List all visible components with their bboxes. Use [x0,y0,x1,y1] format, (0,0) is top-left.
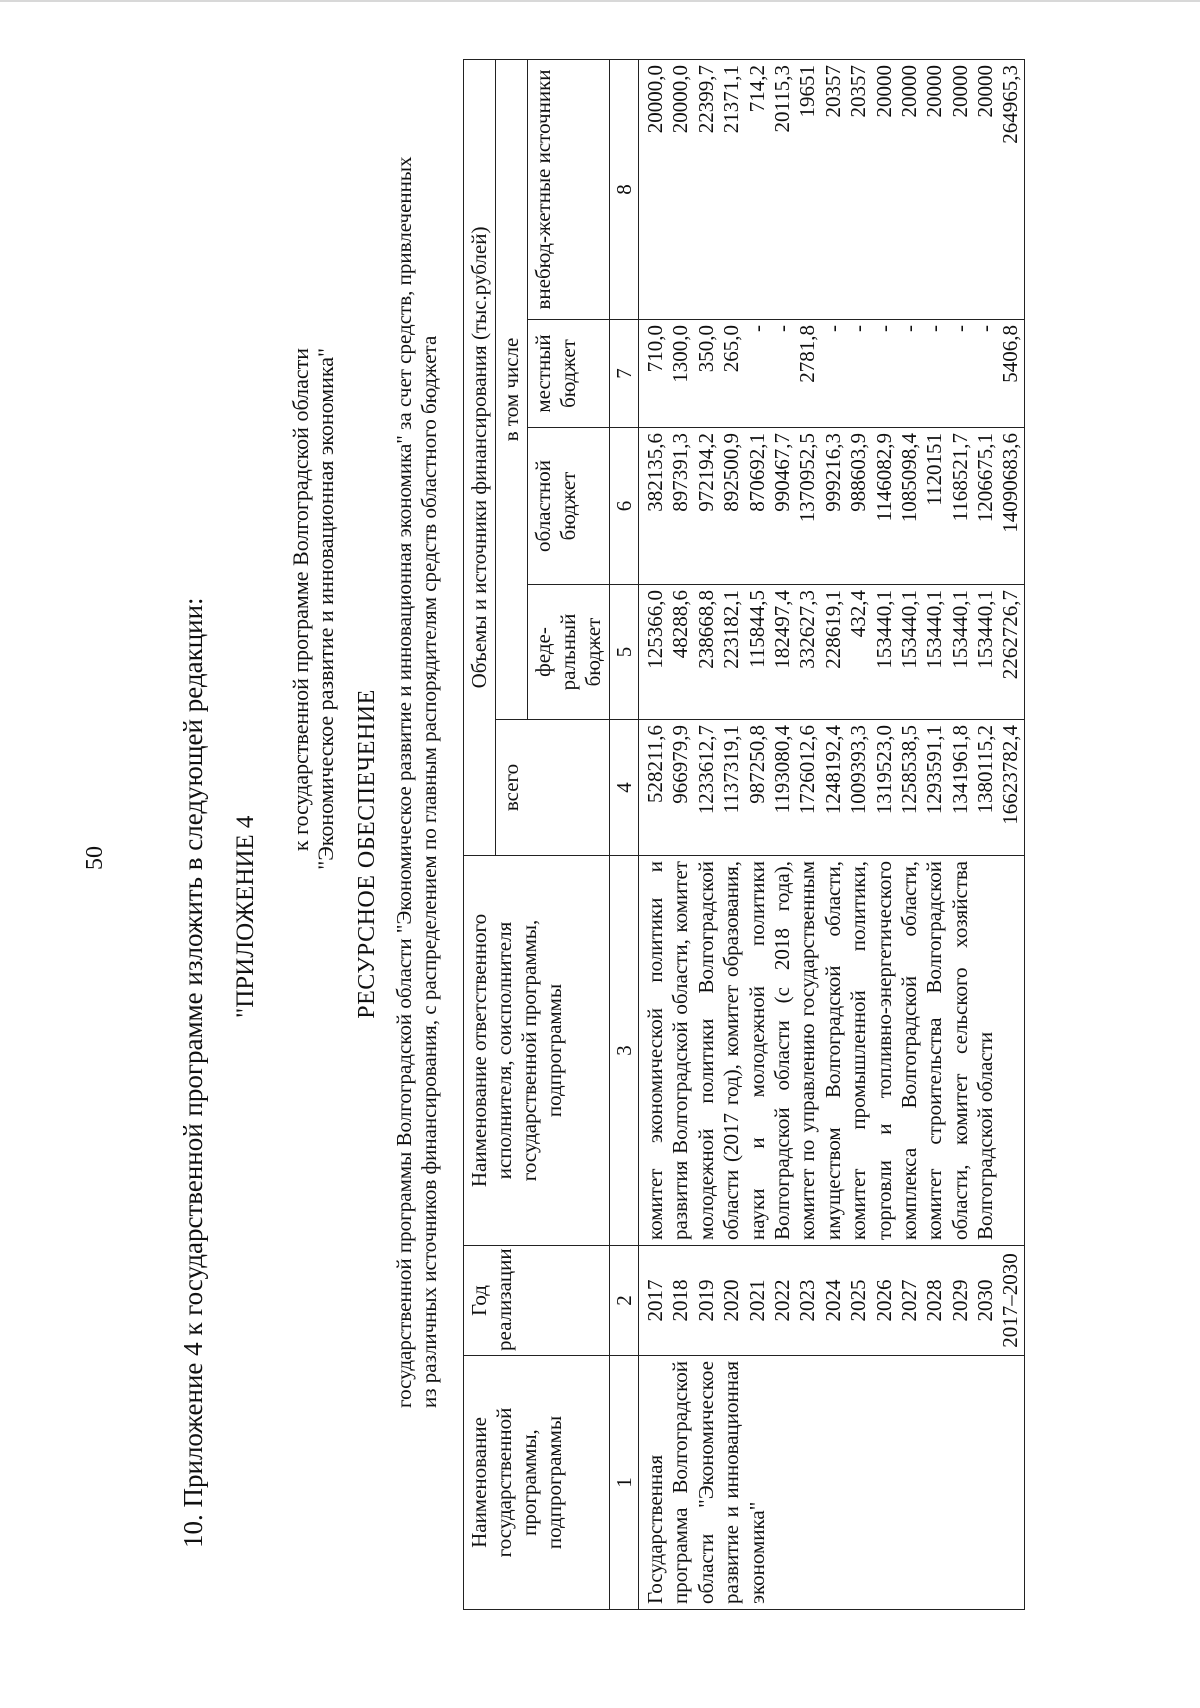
document-title: РЕСУРСНОЕ ОБЕСПЕЧЕНИЕ [354,689,380,1019]
federal-value: 48288,6 [668,590,693,659]
appendix-line-1: к государственной программе Волгоградской области [288,348,313,852]
appendix-subtitle [288,348,338,1348]
regional-value: 892500,9 [719,433,744,512]
total-value: 966979,9 [668,725,693,804]
appendix-line-2: "Экономическое развитие и инновационная экономика" [313,348,338,870]
year-value: 2029 [947,1279,972,1322]
local-value: 1300,0 [668,325,693,383]
federal-value: 432,4 [846,590,871,638]
federal-value: 223182,1 [719,590,744,669]
local-value: 350,0 [693,325,718,373]
year-value: 2025 [846,1279,871,1322]
column-number: 5 [610,585,639,720]
year-value: 2018 [668,1279,693,1322]
local-value: - [846,325,871,332]
regional-value: 870692,1 [744,433,769,512]
column-number: 2 [610,1246,639,1356]
amendment-heading: 10. Приложение 4 к государственной программе изложить в следующей редакции: [178,597,208,1548]
federal-value: 115844,5 [744,590,769,668]
regional-value: 999216,3 [820,433,845,512]
header-program-name: Наименование государственной программы, подпрограммы [464,1356,610,1610]
total-value: 1319523,0 [871,725,896,815]
header-extra: внебюд-жетные источники [528,59,610,319]
local-cell [639,320,1025,428]
regional-cell [639,428,1025,585]
local-value: - [973,325,998,332]
regional-value: 988603,9 [846,433,871,512]
year-value: 2019 [693,1279,718,1322]
program-name-cell: Государственная программа Волгоградской области "Экономическое развитие и инновационная экономика" [639,1356,1025,1610]
local-value: - [871,325,896,332]
year-value: 2027 [896,1279,921,1322]
federal-value: 182497,4 [769,590,794,669]
regional-value: 1206675,1 [973,433,998,523]
federal-value: 153440,1 [973,590,998,669]
extra-value: 21371,1 [719,64,744,134]
column-number: 3 [610,856,639,1246]
regional-value: 1370952,5 [795,433,820,523]
resource-table [463,59,1025,1610]
year-value: 2017–2030 [998,1253,1023,1348]
extra-value: 20000,0 [643,64,667,134]
extra-value: 264965,3 [998,64,1023,144]
year-value: 2022 [769,1279,794,1322]
column-number: 8 [610,59,639,319]
total-value: 1380115,2 [973,725,998,814]
extra-value: 20000,0 [668,64,693,134]
federal-value: 125366,0 [643,590,667,669]
local-value: - [896,325,921,332]
local-value: - [820,325,845,332]
extra-value: 20000 [896,64,921,118]
extra-value: 20000 [871,64,896,118]
column-number: 4 [610,720,639,856]
year-value: 2028 [922,1279,947,1322]
extra-value: 20115,3 [769,64,794,133]
header-local: местный бюджет [528,320,610,428]
year-value: 2026 [871,1279,896,1322]
regional-value: 1120151 [922,433,947,506]
year-value: 2023 [795,1279,820,1322]
total-value: 1248192,4 [820,725,845,815]
extra-value: 19651 [795,64,820,118]
column-number-row [610,59,639,1609]
regional-value: 382135,6 [643,433,667,512]
federal-value: 153440,1 [947,590,972,669]
header-year: Год реализации [464,1246,610,1356]
years-cell [639,1246,1025,1356]
extra-value: 20357 [820,64,845,118]
federal-value: 2262726,7 [998,590,1023,680]
year-value: 2020 [719,1279,744,1322]
column-number: 1 [610,1356,639,1610]
local-value: 2781,8 [795,325,820,383]
year-value: 2024 [820,1279,845,1322]
column-number: 6 [610,428,639,585]
total-value: 1193080,4 [769,725,794,814]
executors-cell: комитет экономической политики и развития Волгоградской области, комитет молодежной политики Волгоградской области (2017 год), комитет образования, науки и молодежной политики Волгоградской области (с 2018 года), комитет по управлению государственным имуществом Волгоградской области, комитет промышленной политики, торговли и топливно-энергетического комплекса Волгоградской области, комитет строительства Волгоградской области, комитет сельского хозяйства Волгоградской области [639,856,1025,1246]
federal-value: 153440,1 [896,590,921,669]
extra-value: 20000 [922,64,947,118]
regional-value: 1146082,9 [871,433,896,522]
total-value: 528211,6 [643,725,667,803]
subtitle-line-2: из различных источников финансирования, с распределением по главным распорядителям средств областного бюджета [417,335,441,1408]
total-value: 1341961,8 [947,725,972,815]
regional-value: 1085098,4 [896,433,921,523]
header-federal: феде-ральный бюджет [528,585,610,720]
local-value: - [947,325,972,332]
local-value: - [769,325,794,332]
table-body-row [639,59,1025,1609]
federal-value: 228619,1 [820,590,845,669]
extra-value: 22399,7 [693,64,718,134]
subtitle-line-1: государственной программы Волгоградской области "Экономическое развитие и инновационная экономика" за счет средств, привлеченных [392,156,416,1408]
total-value: 1726012,6 [795,725,820,815]
regional-value: 1168521,7 [947,433,972,522]
regional-value: 990467,7 [769,433,794,512]
federal-value: 153440,1 [871,590,896,669]
regional-value: 14090683,6 [998,433,1023,533]
total-value: 1009393,3 [846,725,871,815]
page-number: 50 [82,846,108,870]
federal-cell [639,585,1025,720]
total-value: 1137319,1 [719,725,744,814]
header-funding: Объемы и источники финансирования (тыс.рублей) [464,59,496,855]
document-subtitle [392,156,442,1408]
column-number: 7 [610,320,639,428]
total-cell [639,720,1025,856]
header-executor: Наименование ответственного исполнителя, соисполнителя государственной программы, подпрограммы [464,856,610,1246]
federal-value: 238668,8 [693,590,718,669]
header-total: всего [496,720,610,856]
total-value: 987250,8 [744,725,769,804]
local-value: 710,0 [643,325,667,373]
total-value: 1293591,1 [922,725,947,815]
header-regional: областной бюджет [528,428,610,585]
local-value: 265,0 [719,325,744,373]
local-value: - [922,325,947,332]
regional-value: 972194,2 [693,433,718,512]
extra-value: 20357 [846,64,871,118]
regional-value: 897391,3 [668,433,693,512]
header-including: в том числе [496,59,528,719]
extra-value: 20000 [973,64,998,118]
federal-value: 332627,3 [795,590,820,669]
total-value: 16623782,4 [998,725,1023,825]
federal-value: 153440,1 [922,590,947,669]
total-value: 1233612,7 [693,725,718,815]
local-value: 5406,8 [998,325,1023,383]
extra-value: 20000 [947,64,972,118]
appendix-title: "ПРИЛОЖЕНИЕ 4 [232,815,259,1018]
total-value: 1258538,5 [896,725,921,815]
year-value: 2030 [973,1279,998,1322]
year-value: 2017 [643,1279,667,1322]
extra-cell [639,59,1025,319]
year-value: 2021 [744,1279,769,1322]
extra-value: 714,2 [744,64,769,113]
local-value: - [744,325,769,332]
